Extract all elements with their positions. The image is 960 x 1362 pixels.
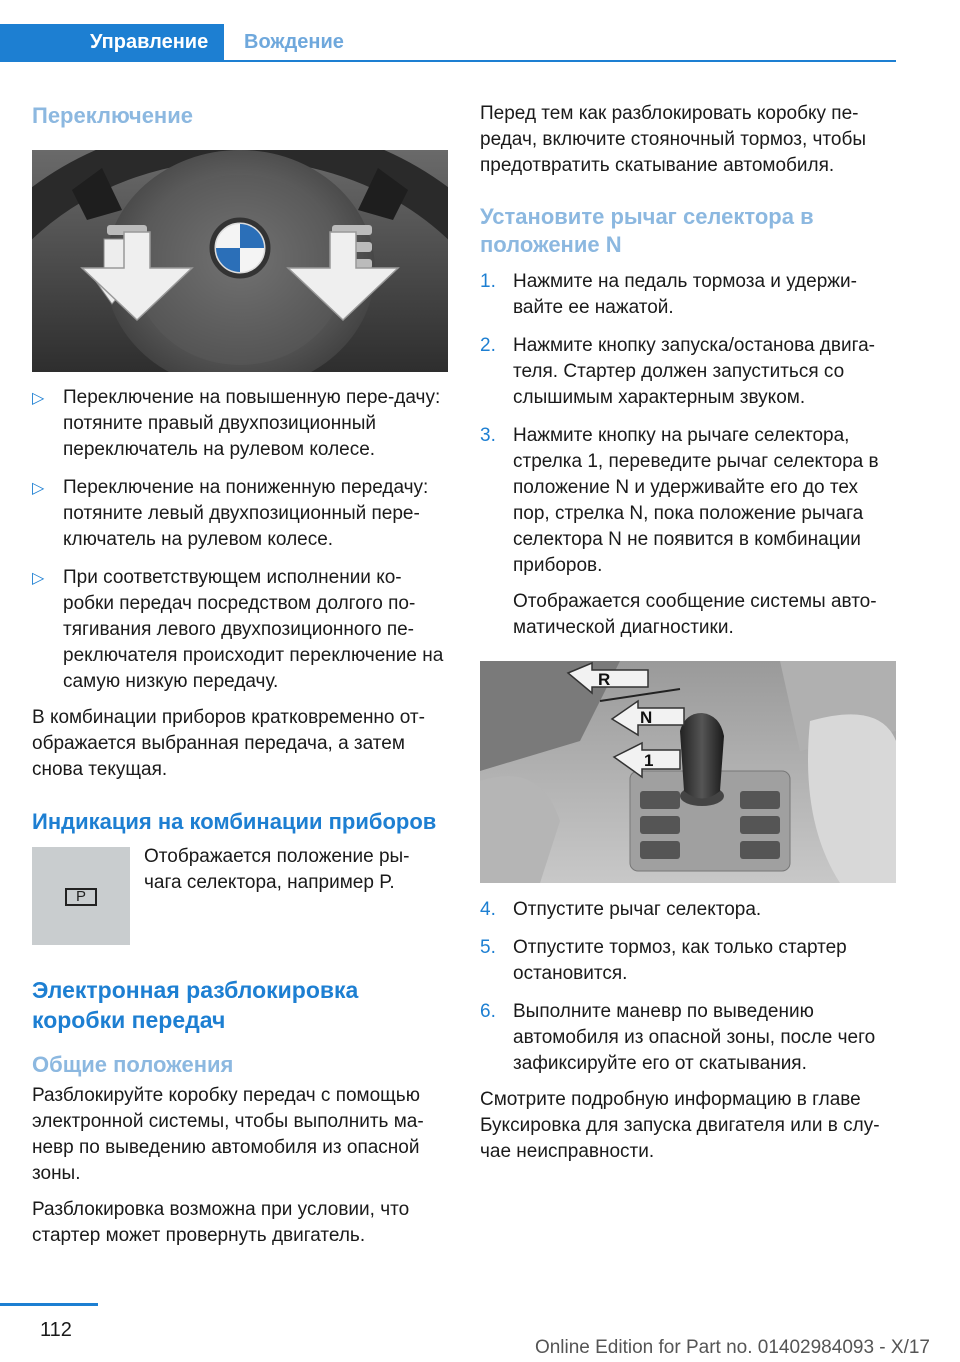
- tab-driving[interactable]: Вождение: [244, 31, 344, 53]
- indication-text: Отображается положение ры-чага селектора, например P.: [144, 846, 410, 893]
- footer-rule: [0, 1303, 98, 1306]
- para-display: В комбинации приборов кратковременно от-ображается выбранная передача, а затем снова текущая.: [32, 707, 425, 780]
- right-column: [480, 95, 898, 1165]
- heading-electronic-unlock: Электронная разблокировка коробки передач: [32, 977, 359, 1033]
- bullet-upshift: ▷ Переключение на повышенную пере-дачу: потяните правый двухпозиционный переключатель на рулевом колесе.: [32, 387, 441, 460]
- heading-general: Общие положения: [32, 1052, 234, 1077]
- header-rule: [0, 60, 896, 62]
- step-2: 2. Нажмите кнопку запуска/останова двига-теля. Стартер должен запуститься со слышимым характерным звуком.: [480, 335, 876, 408]
- para-intro: Перед тем как разблокировать коробку пе-редач, включите стояночный тормоз, чтобы предотвратить скатывание автомобиля.: [480, 103, 867, 176]
- step-3: 3. Нажмите кнопку на рычаге селектора, стрелка 1, переведите рычаг селектора в положение N и удерживайте его до тех пор, стрелка N, пока положение рычага селектора N не появится в комбинации приборов. Отображается сообщение системы авто-матической диагностики.: [480, 423, 898, 641]
- gear-label-r: R: [598, 670, 611, 689]
- page-number: 112: [40, 1319, 72, 1341]
- step-5: 5. Отпустите тормоз, как только стартер остановится.: [480, 937, 847, 984]
- steps-list-b: [480, 897, 898, 1077]
- triangle-bullet-icon: ▷: [32, 390, 45, 407]
- heading-indication: Индикация на комбинации приборов: [32, 809, 437, 834]
- steering-wheel-illustration: [32, 150, 448, 372]
- steering-wheel-image: [32, 150, 448, 372]
- heading-switching: Переключение: [32, 103, 193, 128]
- indication-block: [32, 847, 450, 945]
- para-unlock-2: Разблокировка возможна при условии, что стартер может провернуть двигатель.: [32, 1199, 410, 1246]
- bullet-downshift: ▷ Переключение на пониженную передачу: потяните левый двухпозиционный пере-ключатель на рулевом колесе.: [32, 477, 429, 550]
- heading-set-neutral: Установите рычаг селектора в положение N: [480, 204, 814, 257]
- page-header: [0, 0, 960, 64]
- gear-label-n: N: [640, 708, 653, 727]
- indicator-frame: [65, 888, 97, 906]
- indicator-letter: P: [75, 888, 86, 905]
- triangle-bullet-icon: ▷: [32, 570, 45, 587]
- gear-selector-image: [480, 661, 896, 883]
- step-1: 1. Нажмите на педаль тормоза и удержи-вайте ее нажатой.: [480, 271, 857, 318]
- edition-note: Online Edition for Part no. 01402984093 - X/17: [534, 1337, 930, 1358]
- triangle-bullet-icon: ▷: [32, 480, 45, 497]
- steps-list-a: [480, 269, 898, 641]
- tab-controls[interactable]: Управление: [0, 24, 224, 61]
- bullet-lowest-gear: ▷ При соответствующем исполнении ко-робки передач посредством долгого по-тягивания левого двухпозиционного пе-реключателя происходит переключение на самую низкую передачу.: [32, 567, 444, 692]
- gear-selector-illustration: [480, 661, 896, 883]
- arrow-label-1: 1: [644, 751, 654, 770]
- indicator-image: [32, 847, 130, 945]
- step-4: 4. Отпустите рычаг селектора.: [480, 899, 762, 920]
- switching-bullets: [32, 385, 450, 695]
- step-3-note: Отображается сообщение системы авто-матической диагностики.: [513, 591, 877, 638]
- step-6: 6. Выполните маневр по выведению автомобиля из опасной зоны, после чего зафиксируйте его от скатывания.: [480, 1001, 876, 1074]
- para-unlock-1: Разблокируйте коробку передач с помощью электронной системы, чтобы выполнить ма-невр по выведению автомобиля из опасной зоны.: [32, 1085, 424, 1184]
- para-see-chapter: Смотрите подробную информацию в главе Буксировка для запуска двигателя или в слу-чае неисправности.: [480, 1089, 880, 1162]
- left-column: [32, 95, 450, 1249]
